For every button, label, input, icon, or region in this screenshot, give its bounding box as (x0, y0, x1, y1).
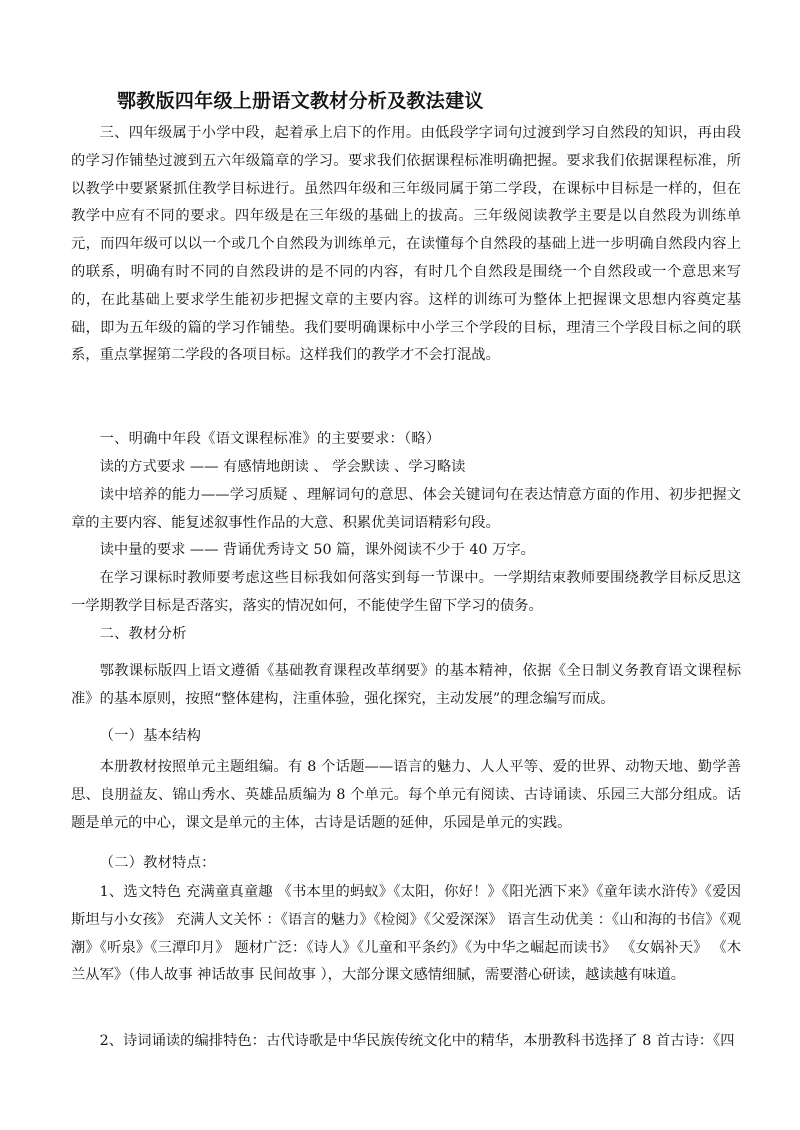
structure-paragraph: 本册教材按照单元主题组编。有 8 个话题——语言的魅力、人人平等、爱的世界、动物天地、勤学善思、良朋益友、锦山秀水、英雄品质编为 8 个单元。每个单元有阅读、古诗诵读、乐园三大部分组成。话题是单元的中心，课文是单元的主体，古诗是话题的延伸，乐园是单元的实践。 (71, 759, 741, 831)
intro-paragraph: 三、四年级属于小学中段，起着承上启下的作用。由低段学字词句过渡到学习自然段的知识，再由段的学习作铺垫过渡到五六年级篇章的学习。要求我们依据课程标准明确把握。要求我们依据课程标准，所以教学中要紧紧抓住教学目标进行。虽然四年级和三年级同属于第二学段，在课标中目标是一样的，但在教学中应有不同的要求。四年级是在三年级的基础上的拔高。三年级阅读教学主要是以自然段为训练单元，而四年级可以以一个或几个自然段为训练单元，在读懂每个自然段的基础上进一步明确自然段内容上的联系，明确有时不同的自然段讲的是不同的内容，有时几个自然段是围绕一个自然段或一个意思来写的，在此基础上要求学生能初步把握文章的主要内容。这样的训练可为整体上把握课文思想内容奠定基础，即为五年级的篇的学习作铺垫。我们要明确课标中小学三个学段的目标，理清三个学段目标之间的联系，重点掌握第二学段的各项目标。这样我们的教学才不会打混战。 (71, 125, 741, 364)
reading-amount-paragraph: 读中量的要求 —— 背诵优秀诗文 50 篇，课外阅读不少于 40 万字。 (99, 542, 535, 558)
analysis-intro-paragraph: 鄂教课标版四上语文遵循《基础教育课程改革纲要》的基本精神，依据《全日制义务教育语文课程标准》的基本原则，按照“整体建构，注重体验，强化探究，主动发展”的理念编写而成。 (71, 663, 741, 707)
section1-heading: 一、明确中年段《语文课程标准》的主要要求：（略） (99, 431, 441, 447)
sub2-heading: （二）教材特点： (99, 855, 216, 871)
teacher-reflection-paragraph: 在学习课标时教师要考虑这些目标我如何落实到每一节课中。一学期结束教师要围绕教学目标反思这一学期教学目标是否落实，落实的情况如何，不能使学生留下学习的债务。 (71, 570, 741, 614)
feature1-paragraph: 1、选文特色 充满童真童趣 《书本里的蚂蚁》《太阳，你好！》《阳光洒下来》《童年读水浒传》《爱因斯坦与小女孩》 充满人文关怀 ：《语言的魅力》《检阅》《父爱深深》 语言生动优美 ：《山和海的书信》《观潮》《听泉》《三潭印月》 题材广泛：《诗人》《儿童和平条约》《为中华之崛起而读书》 《女娲补天》 《木兰从军》（伟人故事 神话故事 民间故事 ），大部分课文感情细腻，需要潜心研读，越读越有味道。 (71, 884, 741, 984)
sub1-heading: （一）基本结构 (99, 728, 202, 744)
section2-heading: 二、教材分析 (99, 626, 187, 642)
document-title: 鄂教版四年级上册语文教材分析及教法建议 (117, 90, 484, 112)
feature2-paragraph: 2、诗词诵读的编排特色：古代诗歌是中华民族传统文化中的精华，本册教科书选择了 8 首古诗：《四 (99, 1033, 735, 1049)
reading-abilities-paragraph: 读中培养的能力——学习质疑 、理解词句的意思、体会关键词句在表达情意方面的作用、初步把握文章的主要内容、能复述叙事性作品的大意、积累优美词语精彩句段。 (71, 487, 741, 531)
reading-methods-paragraph: 读的方式要求 —— 有感情地朗读 、 学会默读 、学习略读 (99, 459, 466, 475)
